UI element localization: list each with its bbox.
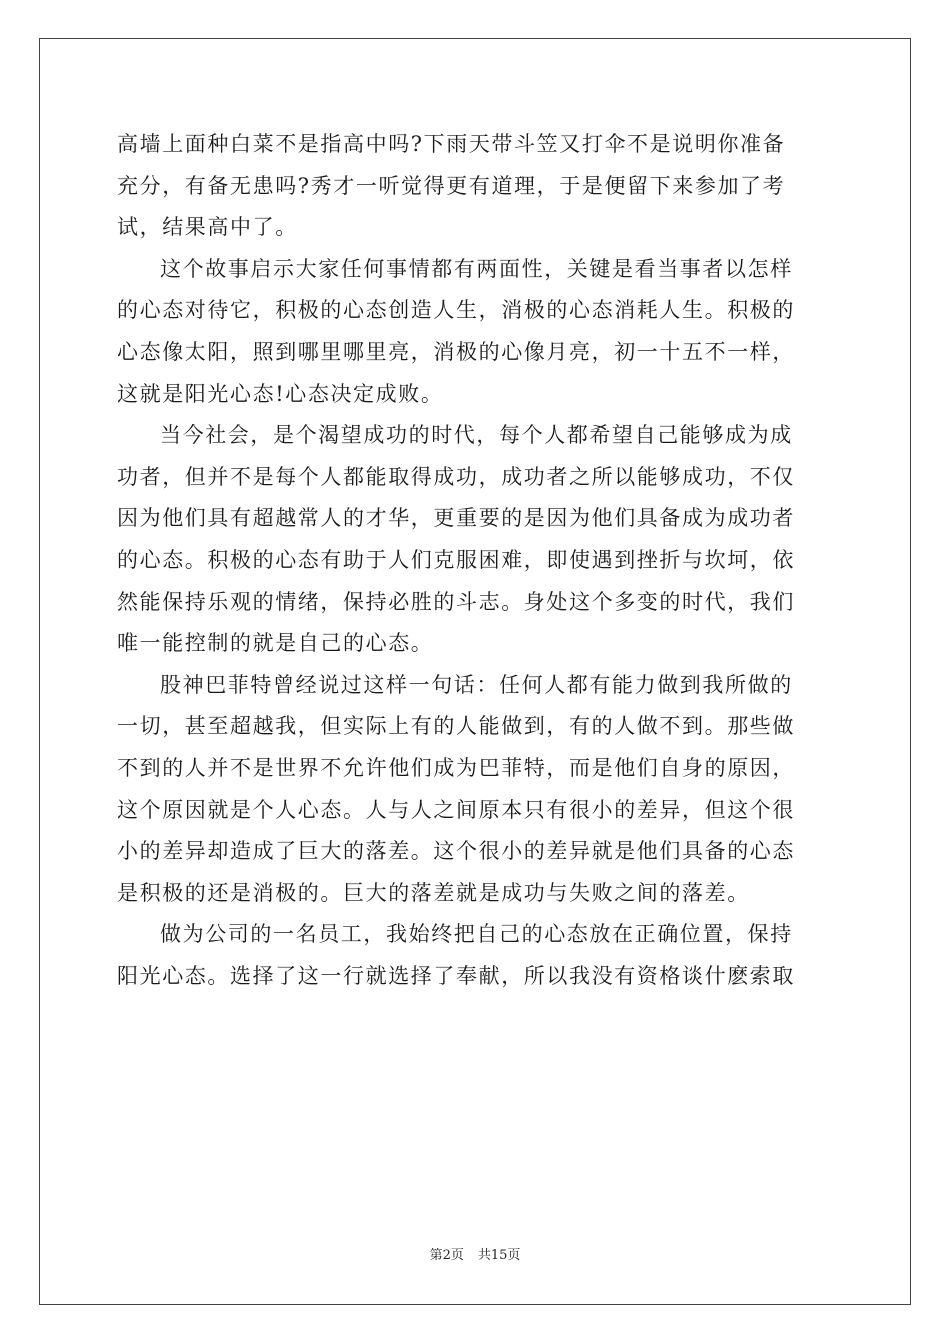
text-line: 当今社会，是个渴望成功的时代，每个人都希望自己能够成为成 [160, 423, 793, 448]
text-line: 这个故事启示大家任何事情都有两面性，关键是看当事者以怎样 [160, 256, 793, 281]
text-line: 不到的人并不是世界不允许他们成为巴菲特，而是他们自身的原因， [117, 755, 795, 780]
page-footer [0, 1244, 950, 1263]
text-line: 高墙上面种白菜不是指高中吗?下雨天带斗笠又打伞不是说明你准备 [117, 132, 786, 156]
paragraph [117, 249, 833, 415]
text-line: 这就是阳光心态!心态决定成败。 [117, 381, 444, 406]
text-line: 股神巴菲特曾经说过这样一句话：任何人都有能力做到我所做的 [160, 672, 793, 697]
text-line: 然能保持乐观的情绪，保持必胜的斗志。身处这个多变的时代，我们 [117, 589, 795, 614]
page-number: 第2页 [429, 1248, 464, 1263]
text-line: 的心态。积极的心态有助于人们克服困难，即使遇到挫折与坎坷，依 [117, 547, 795, 572]
text-line: 试，结果高中了。 [117, 215, 298, 240]
text-line: 这个原因就是个人心态。人与人之间原本只有很小的差异，但这个很 [117, 797, 795, 822]
text-line: 是积极的还是消极的。巨大的落差就是成功与失败之间的落差。 [117, 880, 750, 905]
text-line: 阳光心态。选择了这一行就选择了奉献，所以我没有资格谈什麽索取 [117, 963, 795, 988]
text-line: 心态像太阳，照到哪里哪里亮，消极的心像月亮，初一十五不一样， [117, 339, 795, 364]
text-line: 因为他们具有超越常人的才华，更重要的是因为他们具备成为成功者 [117, 506, 795, 531]
text-line: 一切，甚至超越我，但实际上有的人能做到，有的人做不到。那些做 [117, 714, 795, 739]
page-total: 共15页 [477, 1248, 521, 1263]
document-body [117, 124, 833, 997]
paragraph [117, 415, 833, 665]
text-line: 做为公司的一名员工，我始终把自己的心态放在正确位置，保持 [160, 922, 793, 947]
text-line: 唯一能控制的就是自己的心态。 [117, 631, 434, 656]
text-line: 的心态对待它，积极的心态创造人生，消极的心态消耗人生。积极的 [117, 298, 795, 323]
paragraph [117, 665, 833, 915]
text-line: 小的差异却造成了巨大的落差。这个很小的差异就是他们具备的心态 [117, 839, 795, 864]
text-line: 充分，有备无患吗?秀才一听觉得更有道理，于是便留下来参加了考 [117, 173, 786, 198]
paragraph [117, 124, 833, 249]
paragraph [117, 914, 833, 997]
text-line: 功者，但并不是每个人都能取得成功，成功者之所以能够成功，不仅 [117, 464, 795, 489]
